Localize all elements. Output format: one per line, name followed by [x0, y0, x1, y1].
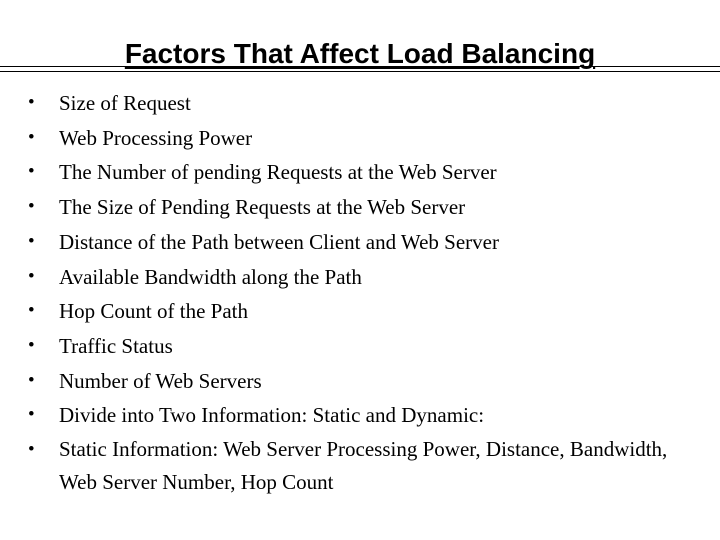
- bullet-icon: •: [28, 196, 35, 218]
- bullet-icon: •: [28, 300, 35, 322]
- list-item: [0, 329, 720, 364]
- bullet-text: The Number of pending Requests at the Web Server: [59, 160, 497, 185]
- bullet-text: Static Information: Web Server Processing Power, Distance, Bandwidth, Web Server Number, Hop Count: [59, 437, 668, 495]
- list-item: [0, 294, 720, 329]
- list-item: [0, 260, 720, 295]
- title-rule-bottom: [0, 71, 720, 72]
- bullet-icon: •: [28, 161, 35, 183]
- bullet-icon: •: [28, 404, 35, 426]
- list-item: [0, 398, 720, 433]
- bullet-text: Size of Request: [59, 91, 191, 115]
- bullet-text: Number of Web Servers: [59, 368, 262, 393]
- bullet-text: Traffic Status: [59, 333, 173, 358]
- bullet-text: Divide into Two Information: Static and Dynamic:: [59, 403, 485, 428]
- list-item: [0, 433, 720, 499]
- list-item: [0, 190, 720, 225]
- bullet-icon: •: [28, 265, 35, 287]
- bullet-text: The Size of Pending Requests at the Web Server: [59, 195, 466, 220]
- bullet-list: [0, 86, 720, 499]
- bullet-icon: •: [28, 126, 35, 148]
- list-item: [0, 225, 720, 260]
- list-item: [0, 86, 720, 121]
- slide-title: Factors That Affect Load Balancing: [124, 38, 596, 69]
- list-item: [0, 121, 720, 156]
- bullet-text: Available Bandwidth along the Path: [59, 264, 362, 289]
- bullet-text: Web Processing Power: [59, 125, 253, 150]
- bullet-text: Distance of the Path between Client and Web Server: [59, 229, 499, 254]
- title-rule-top: [0, 66, 720, 67]
- bullet-text: Hop Count of the Path: [59, 299, 248, 324]
- bullet-icon: •: [28, 230, 35, 252]
- bullet-icon: •: [28, 334, 35, 356]
- bullet-icon: •: [28, 439, 35, 461]
- bullet-icon: •: [28, 369, 35, 391]
- list-item: [0, 364, 720, 399]
- list-item: [0, 155, 720, 190]
- bullet-icon: •: [28, 92, 35, 113]
